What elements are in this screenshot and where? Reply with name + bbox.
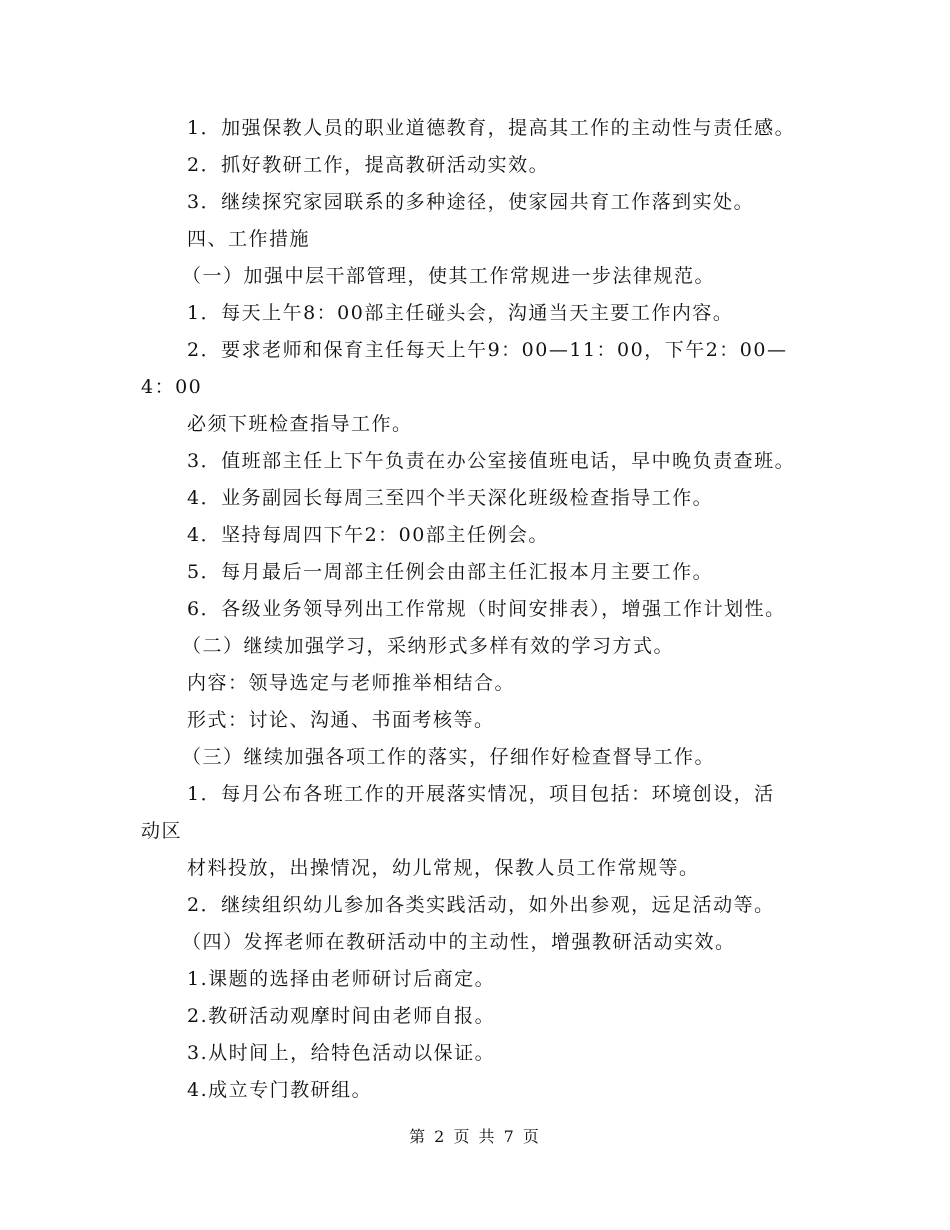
text-line: 材料投放，出操情况，幼儿常规，保教人员工作常规等。: [187, 857, 700, 879]
text-line: 3．继续探究家园联系的多种途径，使家园共育工作落到实处。: [187, 191, 755, 213]
text-line: 2．要求老师和保育主任每天上午9：00—11：00，下午2：00—: [187, 339, 788, 361]
text-line: 1．每天上午8：00部主任碰头会，沟通当天主要工作内容。: [187, 302, 734, 324]
text-line: 4．坚持每周四下午2：00部主任例会。: [187, 524, 549, 546]
subsection-heading: （二）继续加强学习，采纳形式多样有效的学习方式。: [182, 635, 675, 657]
text-line: 3．值班部主任上下午负责在办公室接值班电话，早中晚负责查班。: [187, 450, 796, 472]
text-line: 3.从时间上，给特色活动以保证。: [187, 1042, 496, 1064]
section-heading: 四、工作措施: [187, 228, 311, 250]
text-line: 1．加强保教人员的职业道德教育，提高其工作的主动性与责任感。: [187, 117, 796, 139]
subsection-heading: （四）发挥老师在教研活动中的主动性，增强教研活动实效。: [182, 931, 736, 953]
text-line: 4.成立专门教研组。: [187, 1079, 373, 1101]
text-line: 2.教研活动观摩时间由老师自报。: [187, 1005, 496, 1027]
text-line: 6．各级业务领导列出工作常规（时间安排表），增强工作计划性。: [187, 598, 786, 620]
text-line: 1．每月公布各班工作的开展落实情况，项目包括：环境创设，活: [187, 783, 775, 805]
text-line: 1.课题的选择由老师研讨后商定。: [187, 968, 496, 990]
subsection-heading: （一）加强中层干部管理，使其工作常规进一步法律规范。: [182, 265, 716, 287]
text-line: 必须下班检查指导工作。: [187, 413, 413, 435]
text-line-continuation: 动区: [141, 820, 183, 842]
text-line: 形式：讨论、沟通、书面考核等。: [187, 709, 495, 731]
text-line: 内容：领导选定与老师推举相结合。: [187, 672, 516, 694]
text-line: 4．业务副园长每周三至四个半天深化班级检查指导工作。: [187, 487, 714, 509]
subsection-heading: （三）继续加强各项工作的落实，仔细作好检查督导工作。: [182, 746, 716, 768]
text-line: 2．继续组织幼儿参加各类实践活动，如外出参观，远足活动等。: [187, 894, 775, 916]
page-number-footer: 第 2 页 共 7 页: [409, 1127, 541, 1146]
text-line-continuation: 4：00: [141, 376, 203, 398]
text-line: 2．抓好教研工作，提高教研活动实效。: [187, 154, 550, 176]
text-line: 5．每月最后一周部主任例会由部主任汇报本月主要工作。: [187, 561, 714, 583]
